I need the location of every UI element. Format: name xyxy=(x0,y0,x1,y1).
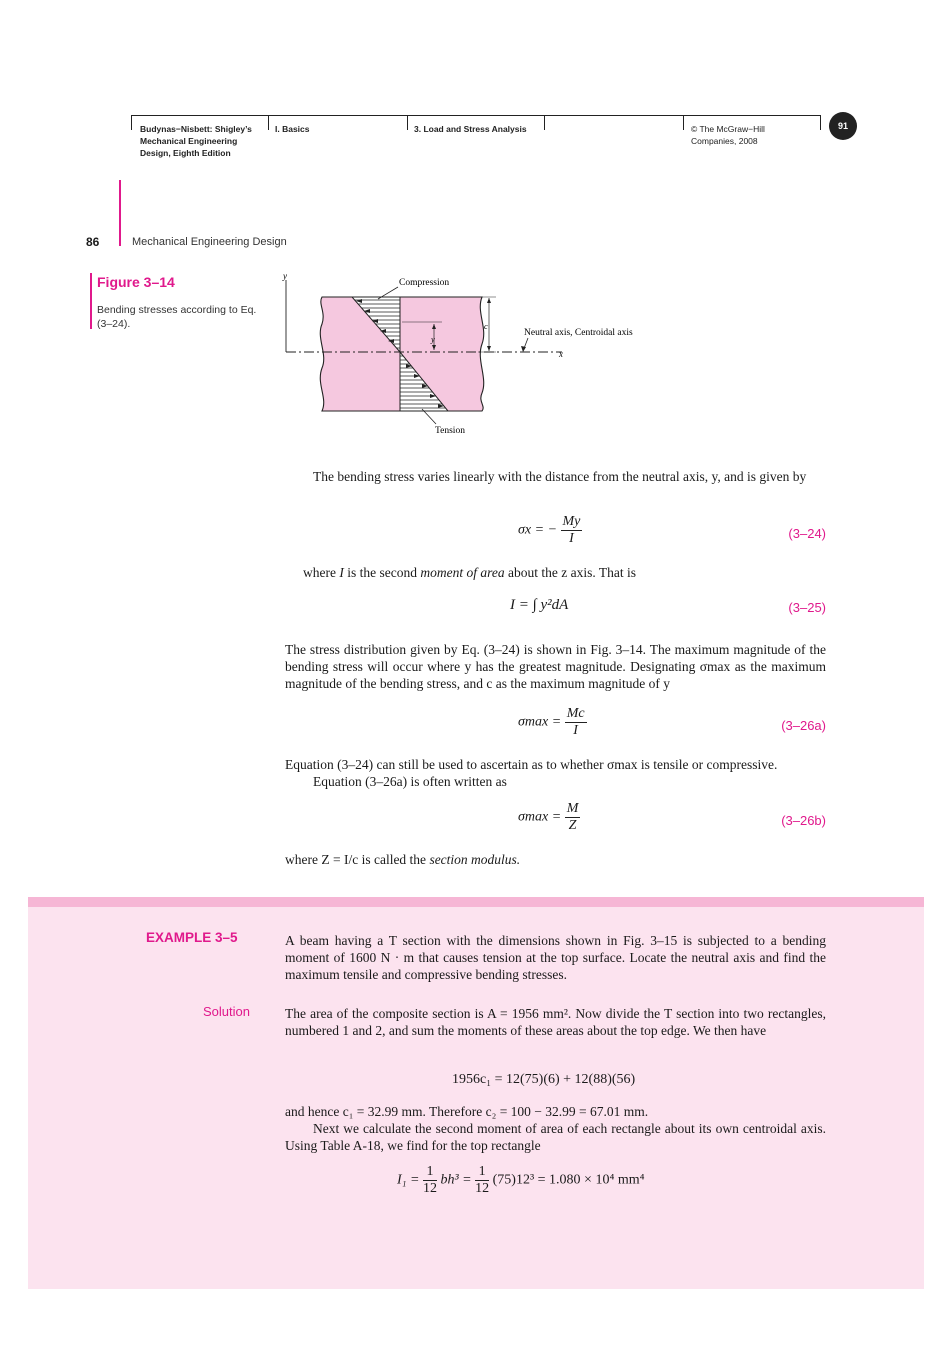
running-title: Mechanical Engineering Design xyxy=(132,236,287,248)
paragraph: The stress distribution given by Eq. (3–24) is shown in Fig. 3–14. The maximum magnitude of the bending stress will occur where y has the greatest magnitude. Designating σmax as the maximum magnitude of the bending stress, and c as the maximum magnitude of y xyxy=(285,642,826,691)
solution-label: Solution xyxy=(203,1004,250,1019)
example-statement: A beam having a T section with the dimensions shown in Fig. 3–15 is subjected to a bending moment of 1600 N · m that causes tension at the top surface. Locate the neutral axis and find the maximum tensile and compressive bending stresses. xyxy=(285,933,826,982)
header-chapter: 3. Load and Stress Analysis xyxy=(414,124,527,134)
equation-number: (3–25) xyxy=(788,600,826,615)
header-divider xyxy=(268,115,269,130)
equation-number: (3–26a) xyxy=(781,718,826,733)
y-dimension-label: y xyxy=(431,334,435,344)
header-divider xyxy=(407,115,408,130)
page-badge: 91 xyxy=(829,112,857,140)
figure-label: Figure 3–14 xyxy=(97,274,175,290)
y-axis-label: y xyxy=(283,271,287,281)
paragraph: where I is the second moment of area about the z axis. That is xyxy=(303,565,636,580)
x-axis-label: x xyxy=(559,349,563,359)
equation-3-26a: σmax = $\frac{Mc}{I}$ xyxy=(518,706,585,738)
figure-caption: Bending stresses according to Eq. (3–24). xyxy=(97,304,257,330)
equation-3-26b: σmax = $\frac{M}{Z}$ xyxy=(518,801,579,833)
header-divider xyxy=(131,115,132,130)
header-divider xyxy=(544,115,545,130)
equation-3-24: σx = − $\frac{My}{I}$ xyxy=(518,514,581,546)
figure-side-rule xyxy=(90,273,92,329)
header-divider xyxy=(683,115,684,130)
equation-centroid: 1956c₁ = 12(75)(6) + 12(88)(56) xyxy=(452,1072,636,1087)
example-panel-band xyxy=(28,897,924,907)
example-label: EXAMPLE 3–5 xyxy=(146,930,238,945)
paragraph: Equation (3–26a) is often written as xyxy=(313,774,507,789)
equation-number: (3–26b) xyxy=(781,813,826,828)
margin-rule xyxy=(119,180,121,246)
equation-3-25: I = ∫ y²dA xyxy=(510,597,569,613)
header-part: I. Basics xyxy=(275,124,310,134)
c-dimension-label: c xyxy=(484,321,488,331)
equation-second-moment: I₁ = $\frac{1}{12}$ bh³ = $\frac{1}{12}$ (75)12³ = 1.080 × 10⁴ mm⁴ xyxy=(397,1164,645,1196)
header-rule xyxy=(131,115,821,116)
paragraph: The bending stress varies linearly with the distance from the neutral axis, y, and is given by xyxy=(313,469,807,484)
solution-paragraph: The area of the composite section is A = 1956 mm². Now divide the T section into two rectangles, numbered 1 and 2, and sum the moments of these areas about the top edge. We then have xyxy=(285,1006,826,1038)
solution-paragraph: and hence c₁ = 32.99 mm. Therefore c₂ = 100 − 32.99 = 67.01 mm. xyxy=(285,1104,649,1119)
tension-label: Tension xyxy=(435,426,465,436)
header-copyright: © The McGraw−Hill Companies, 2008 xyxy=(691,124,765,146)
equation-number: (3–24) xyxy=(788,526,826,541)
header-book-title: Budynas−Nisbett: Shigley’s Mechanical Engineering Design, Eighth Edition xyxy=(140,124,252,158)
compression-label: Compression xyxy=(399,278,450,288)
paragraph: Equation (3–24) can still be used to ascertain as to whether σmax is tensile or compressive. xyxy=(285,757,778,772)
bending-stress-diagram xyxy=(270,266,680,441)
paragraph: where Z = I/c is called the section modulus. xyxy=(285,852,521,867)
neutral-axis-label: Neutral axis, Centroidal axis xyxy=(524,328,633,338)
header-divider xyxy=(820,115,821,130)
solution-paragraph: Next we calculate the second moment of area of each rectangle about its own centroidal axis. Using Table A-18, we find for the top rectangle xyxy=(285,1121,826,1153)
page-number: 86 xyxy=(86,235,100,249)
